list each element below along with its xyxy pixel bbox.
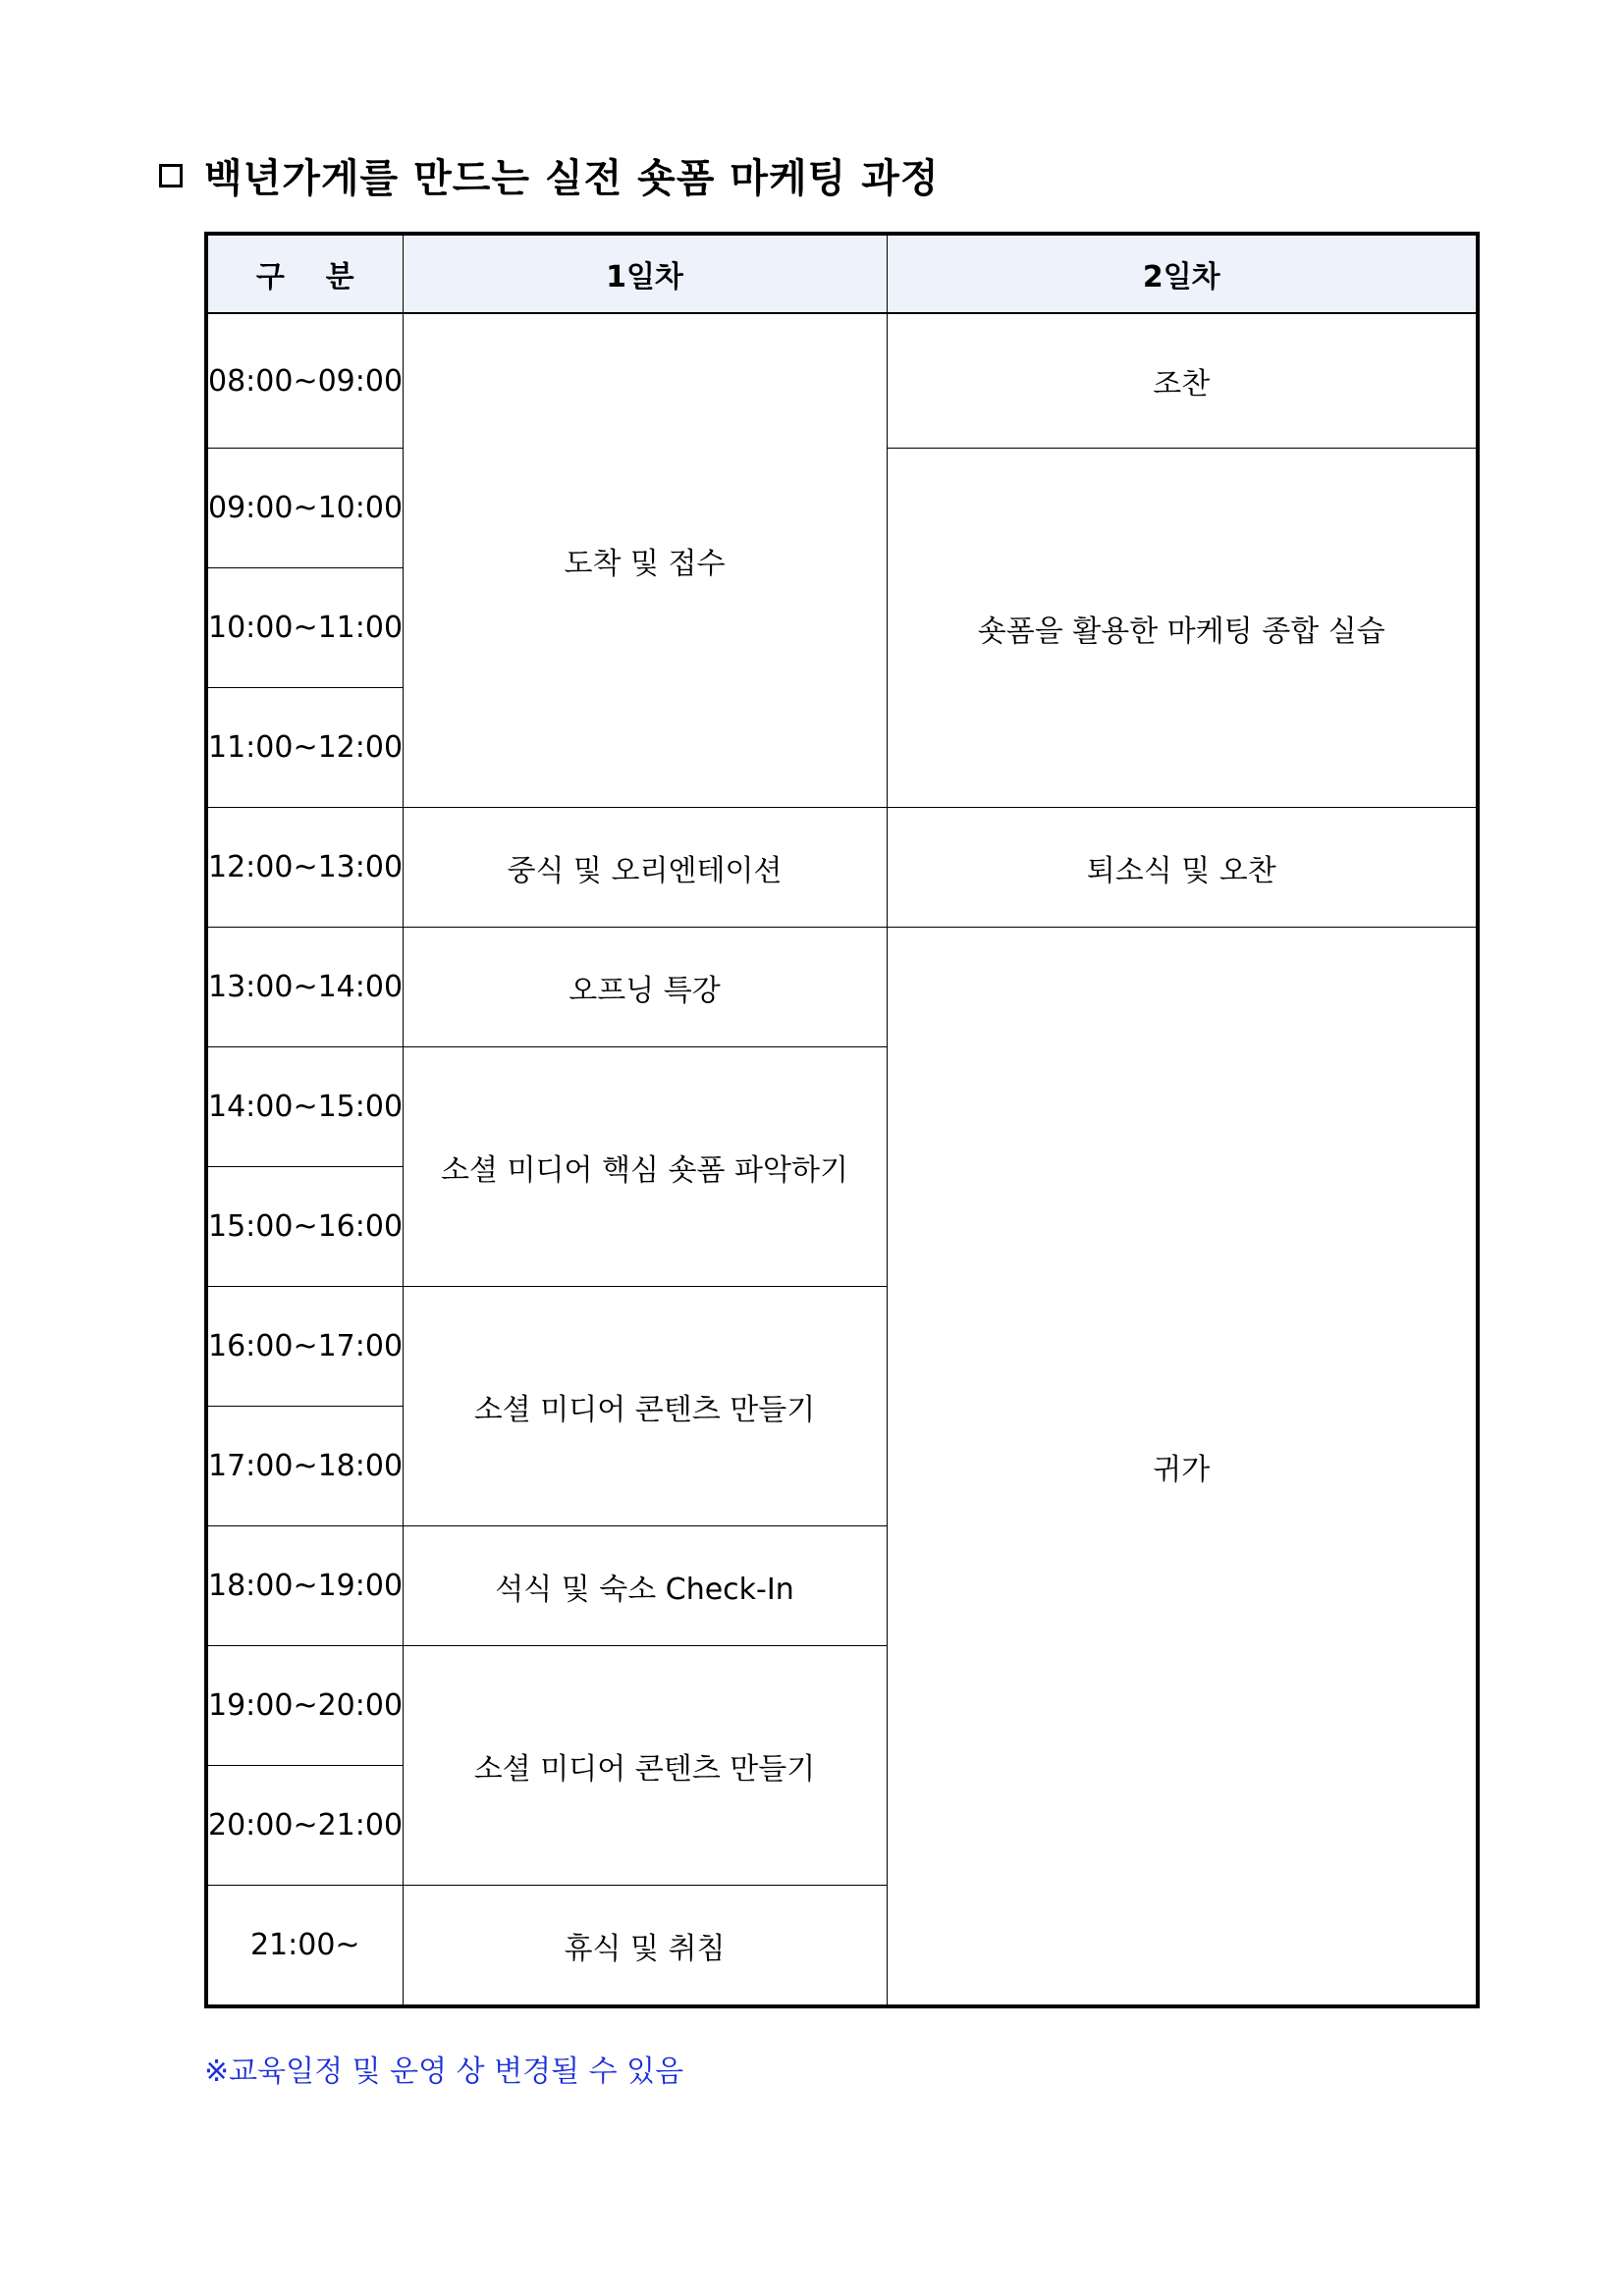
time-cell: 17:00~18:00 — [206, 1407, 403, 1526]
time-cell: 18:00~19:00 — [206, 1526, 403, 1646]
page-title-text: 백년가게를 만드는 실전 숏폼 마케팅 과정 — [204, 156, 940, 201]
table-row — [206, 928, 1478, 1047]
day1-cell: 석식 및 숙소 Check-In — [403, 1526, 887, 1646]
time-cell: 15:00~16:00 — [206, 1167, 403, 1287]
day2-cell: 퇴소식 및 오찬 — [887, 808, 1478, 928]
time-cell: 21:00~ — [206, 1886, 403, 2007]
time-cell: 08:00~09:00 — [206, 313, 403, 449]
day2-cell: 귀가 — [887, 928, 1478, 2007]
day1-cell: 중식 및 오리엔테이션 — [403, 808, 887, 928]
time-cell: 16:00~17:00 — [206, 1287, 403, 1407]
day2-cell: 조찬 — [887, 313, 1478, 449]
day1-cell: 휴식 및 취침 — [403, 1886, 887, 2007]
page-title — [159, 147, 940, 203]
time-cell: 09:00~10:00 — [206, 449, 403, 568]
time-cell: 11:00~12:00 — [206, 688, 403, 808]
header-day1: 1일차 — [403, 234, 887, 313]
day1-cell: 소셜 미디어 콘텐츠 만들기 — [403, 1287, 887, 1526]
time-cell: 12:00~13:00 — [206, 808, 403, 928]
day1-cell: 소셜 미디어 콘텐츠 만들기 — [403, 1646, 887, 1886]
time-cell: 14:00~15:00 — [206, 1047, 403, 1167]
time-cell: 19:00~20:00 — [206, 1646, 403, 1766]
schedule-note: ※교육일정 및 운영 상 변경될 수 있음 — [204, 2055, 684, 2089]
table-row — [206, 313, 1478, 449]
time-cell: 20:00~21:00 — [206, 1766, 403, 1886]
header-category: 구 분 — [206, 234, 403, 313]
table-header-row — [206, 234, 1478, 313]
day1-cell: 도착 및 접수 — [403, 313, 887, 808]
table-row — [206, 808, 1478, 928]
day1-cell: 소셜 미디어 핵심 숏폼 파악하기 — [403, 1047, 887, 1287]
time-cell: 13:00~14:00 — [206, 928, 403, 1047]
day1-cell: 오프닝 특강 — [403, 928, 887, 1047]
day2-cell: 숏폼을 활용한 마케팅 종합 실습 — [887, 449, 1478, 808]
header-day2: 2일차 — [887, 234, 1478, 313]
time-cell: 10:00~11:00 — [206, 568, 403, 688]
schedule-table — [204, 232, 1480, 2008]
square-bullet-icon — [159, 164, 183, 187]
